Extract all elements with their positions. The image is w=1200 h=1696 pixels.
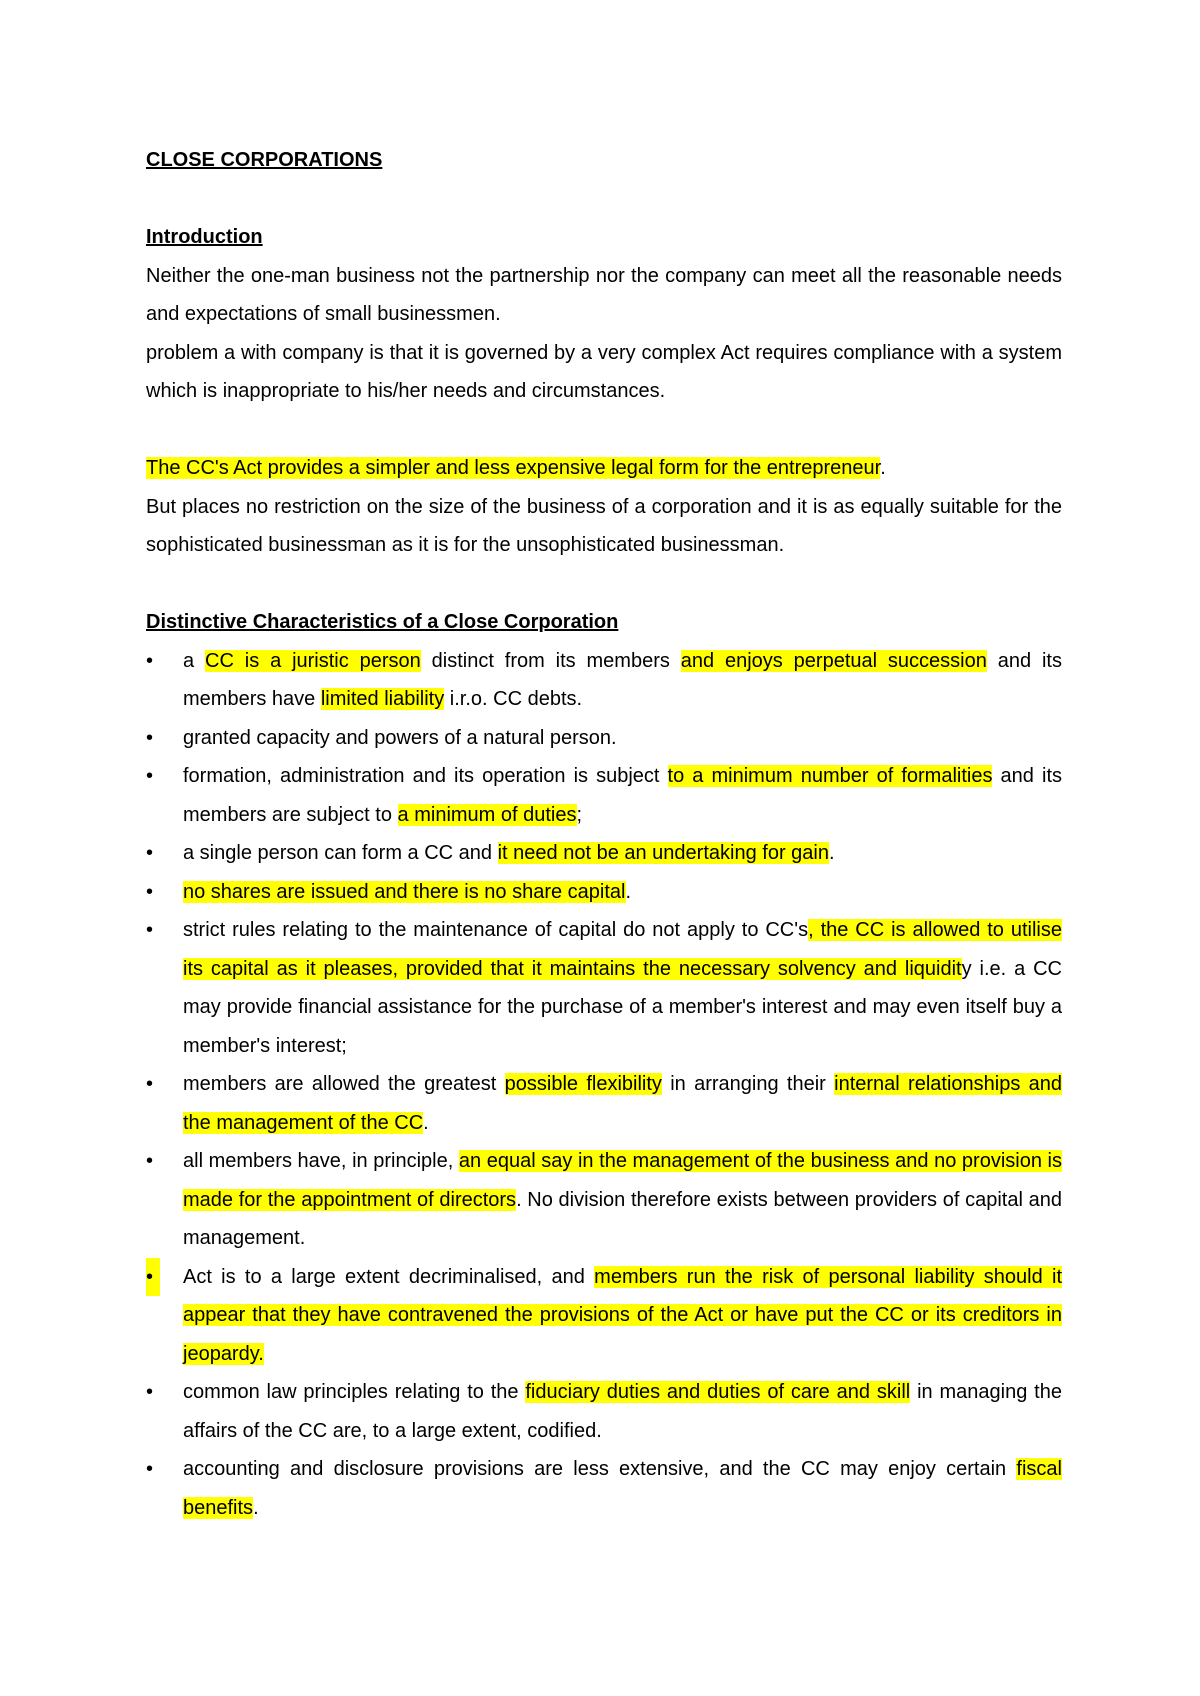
item-text: common law principles relating to the <box>183 1381 526 1403</box>
item-text: and its members have <box>183 649 1062 710</box>
list-item <box>146 719 1062 758</box>
item-text: a single person can form a CC and <box>183 842 498 864</box>
item-text: in managing the affairs of the CC are, to a large extent, codified. <box>183 1381 1062 1442</box>
item-text: . <box>828 842 835 864</box>
list-item <box>146 1373 1062 1450</box>
highlighted-text: CC is a juristic person <box>205 649 421 672</box>
highlighted-text: possible flexibility <box>504 1073 662 1095</box>
list-item <box>146 1142 1062 1258</box>
document-title: CLOSE CORPORATIONS <box>146 149 383 171</box>
item-text: and its members are subject to <box>183 765 1063 826</box>
list-item <box>146 757 1062 834</box>
list-item <box>146 834 1062 873</box>
bullet-icon: • <box>146 1458 154 1480</box>
item-text: . No division therefore exists between providers of capital and management. <box>183 1188 1062 1249</box>
list-item <box>146 911 1062 1065</box>
list-item <box>146 1258 1062 1374</box>
item-text: i.r.o. CC debts. <box>444 688 583 710</box>
highlighted-text: to a minimum number of formalities <box>667 765 993 787</box>
intro-paragraph-1: Neither the one-man business not the partnership nor the company can meet all the reasonable needs and expectations of small businessmen. <box>146 264 1062 325</box>
bullet-icon: • <box>146 880 154 903</box>
highlighted-text: no shares are issued and there is no share capital <box>183 880 626 903</box>
item-text: strict rules relating to the maintenance of capital do not apply to CC's <box>183 919 809 941</box>
list-item <box>146 1450 1062 1527</box>
item-text: all members have, in principle, <box>183 1150 459 1172</box>
item-text: granted capacity and powers of a natural person. <box>183 726 617 749</box>
highlighted-text: fiscal benefits <box>183 1458 1062 1519</box>
cc-act-paragraph-2: But places no restriction on the size of the business of a corporation and it is as equally suitable for the sophisticated businessman as it is for the unsophisticated businessman. <box>146 495 1062 556</box>
bullet-icon: • <box>146 1258 160 1297</box>
bullet-icon: • <box>146 765 154 787</box>
bullet-icon: • <box>146 919 154 941</box>
item-text: . <box>253 1496 259 1519</box>
highlighted-text: and enjoys perpetual succession <box>680 649 987 672</box>
item-text: accounting and disclosure provisions are less extensive, and the CC may enjoy certain <box>183 1458 1017 1480</box>
item-text: . <box>625 880 632 903</box>
characteristics-heading: Distinctive Characteristics of a Close Corporation <box>146 611 619 633</box>
introduction-heading: Introduction <box>146 226 263 248</box>
list-item <box>146 642 1062 719</box>
list-item <box>146 1065 1062 1142</box>
highlighted-text: limited liability <box>320 688 445 710</box>
paragraph-text: . <box>880 457 886 479</box>
highlighted-text: internal relationships and the management of the CC <box>183 1073 1062 1134</box>
bullet-icon: • <box>146 1381 154 1403</box>
item-text: members are allowed the greatest <box>183 1073 505 1095</box>
highlighted-text: fiduciary duties and duties of care and skill <box>525 1381 911 1403</box>
bullet-icon: • <box>146 726 154 749</box>
list-item <box>146 873 1062 912</box>
item-text: y i.e. a CC may provide financial assistance for the purchase of a member's interest and may even itself buy a member's interest; <box>183 957 1062 1057</box>
document-body <box>146 141 1062 1527</box>
bullet-icon: • <box>146 649 154 672</box>
spacer <box>146 565 1062 604</box>
item-text: in arranging their <box>661 1073 835 1095</box>
bullet-icon: • <box>146 1150 154 1172</box>
highlighted-text: it need not be an undertaking for gain <box>497 842 829 864</box>
highlighted-text: an equal say in the management of the business and no provision is made for the appointment of directors <box>183 1150 1062 1211</box>
highlighted-text: , the CC is allowed to utilise its capital as it pleases, provided that it maintains the necessary solvency and liquidit <box>183 919 1062 980</box>
item-text: Act is to a large extent decriminalised, and <box>183 1265 595 1288</box>
spacer <box>146 411 1062 450</box>
item-text: a <box>183 649 205 672</box>
spacer <box>146 180 1062 219</box>
item-text: formation, administration and its operation is subject <box>183 765 668 787</box>
highlighted-text: a minimum of duties <box>397 803 577 826</box>
cc-act-paragraph <box>146 449 1062 488</box>
bullet-icon: • <box>146 842 154 864</box>
highlighted-text: The CC's Act provides a simpler and less expensive legal form for the entrepreneur <box>146 457 881 479</box>
characteristics-list <box>146 642 1062 1528</box>
item-text: ; <box>576 803 583 826</box>
highlighted-text: members run the risk of personal liability should it appear that they have contravened the provisions of the Act or have put the CC or its creditors in jeopardy. <box>183 1265 1062 1365</box>
item-text: . <box>423 1111 429 1134</box>
intro-paragraph-2: problem a with company is that it is governed by a very complex Act requires compliance with a system which is inappropriate to his/her needs and circumstances. <box>146 341 1062 402</box>
item-text: distinct from its members <box>420 649 681 672</box>
bullet-icon: • <box>146 1073 154 1095</box>
